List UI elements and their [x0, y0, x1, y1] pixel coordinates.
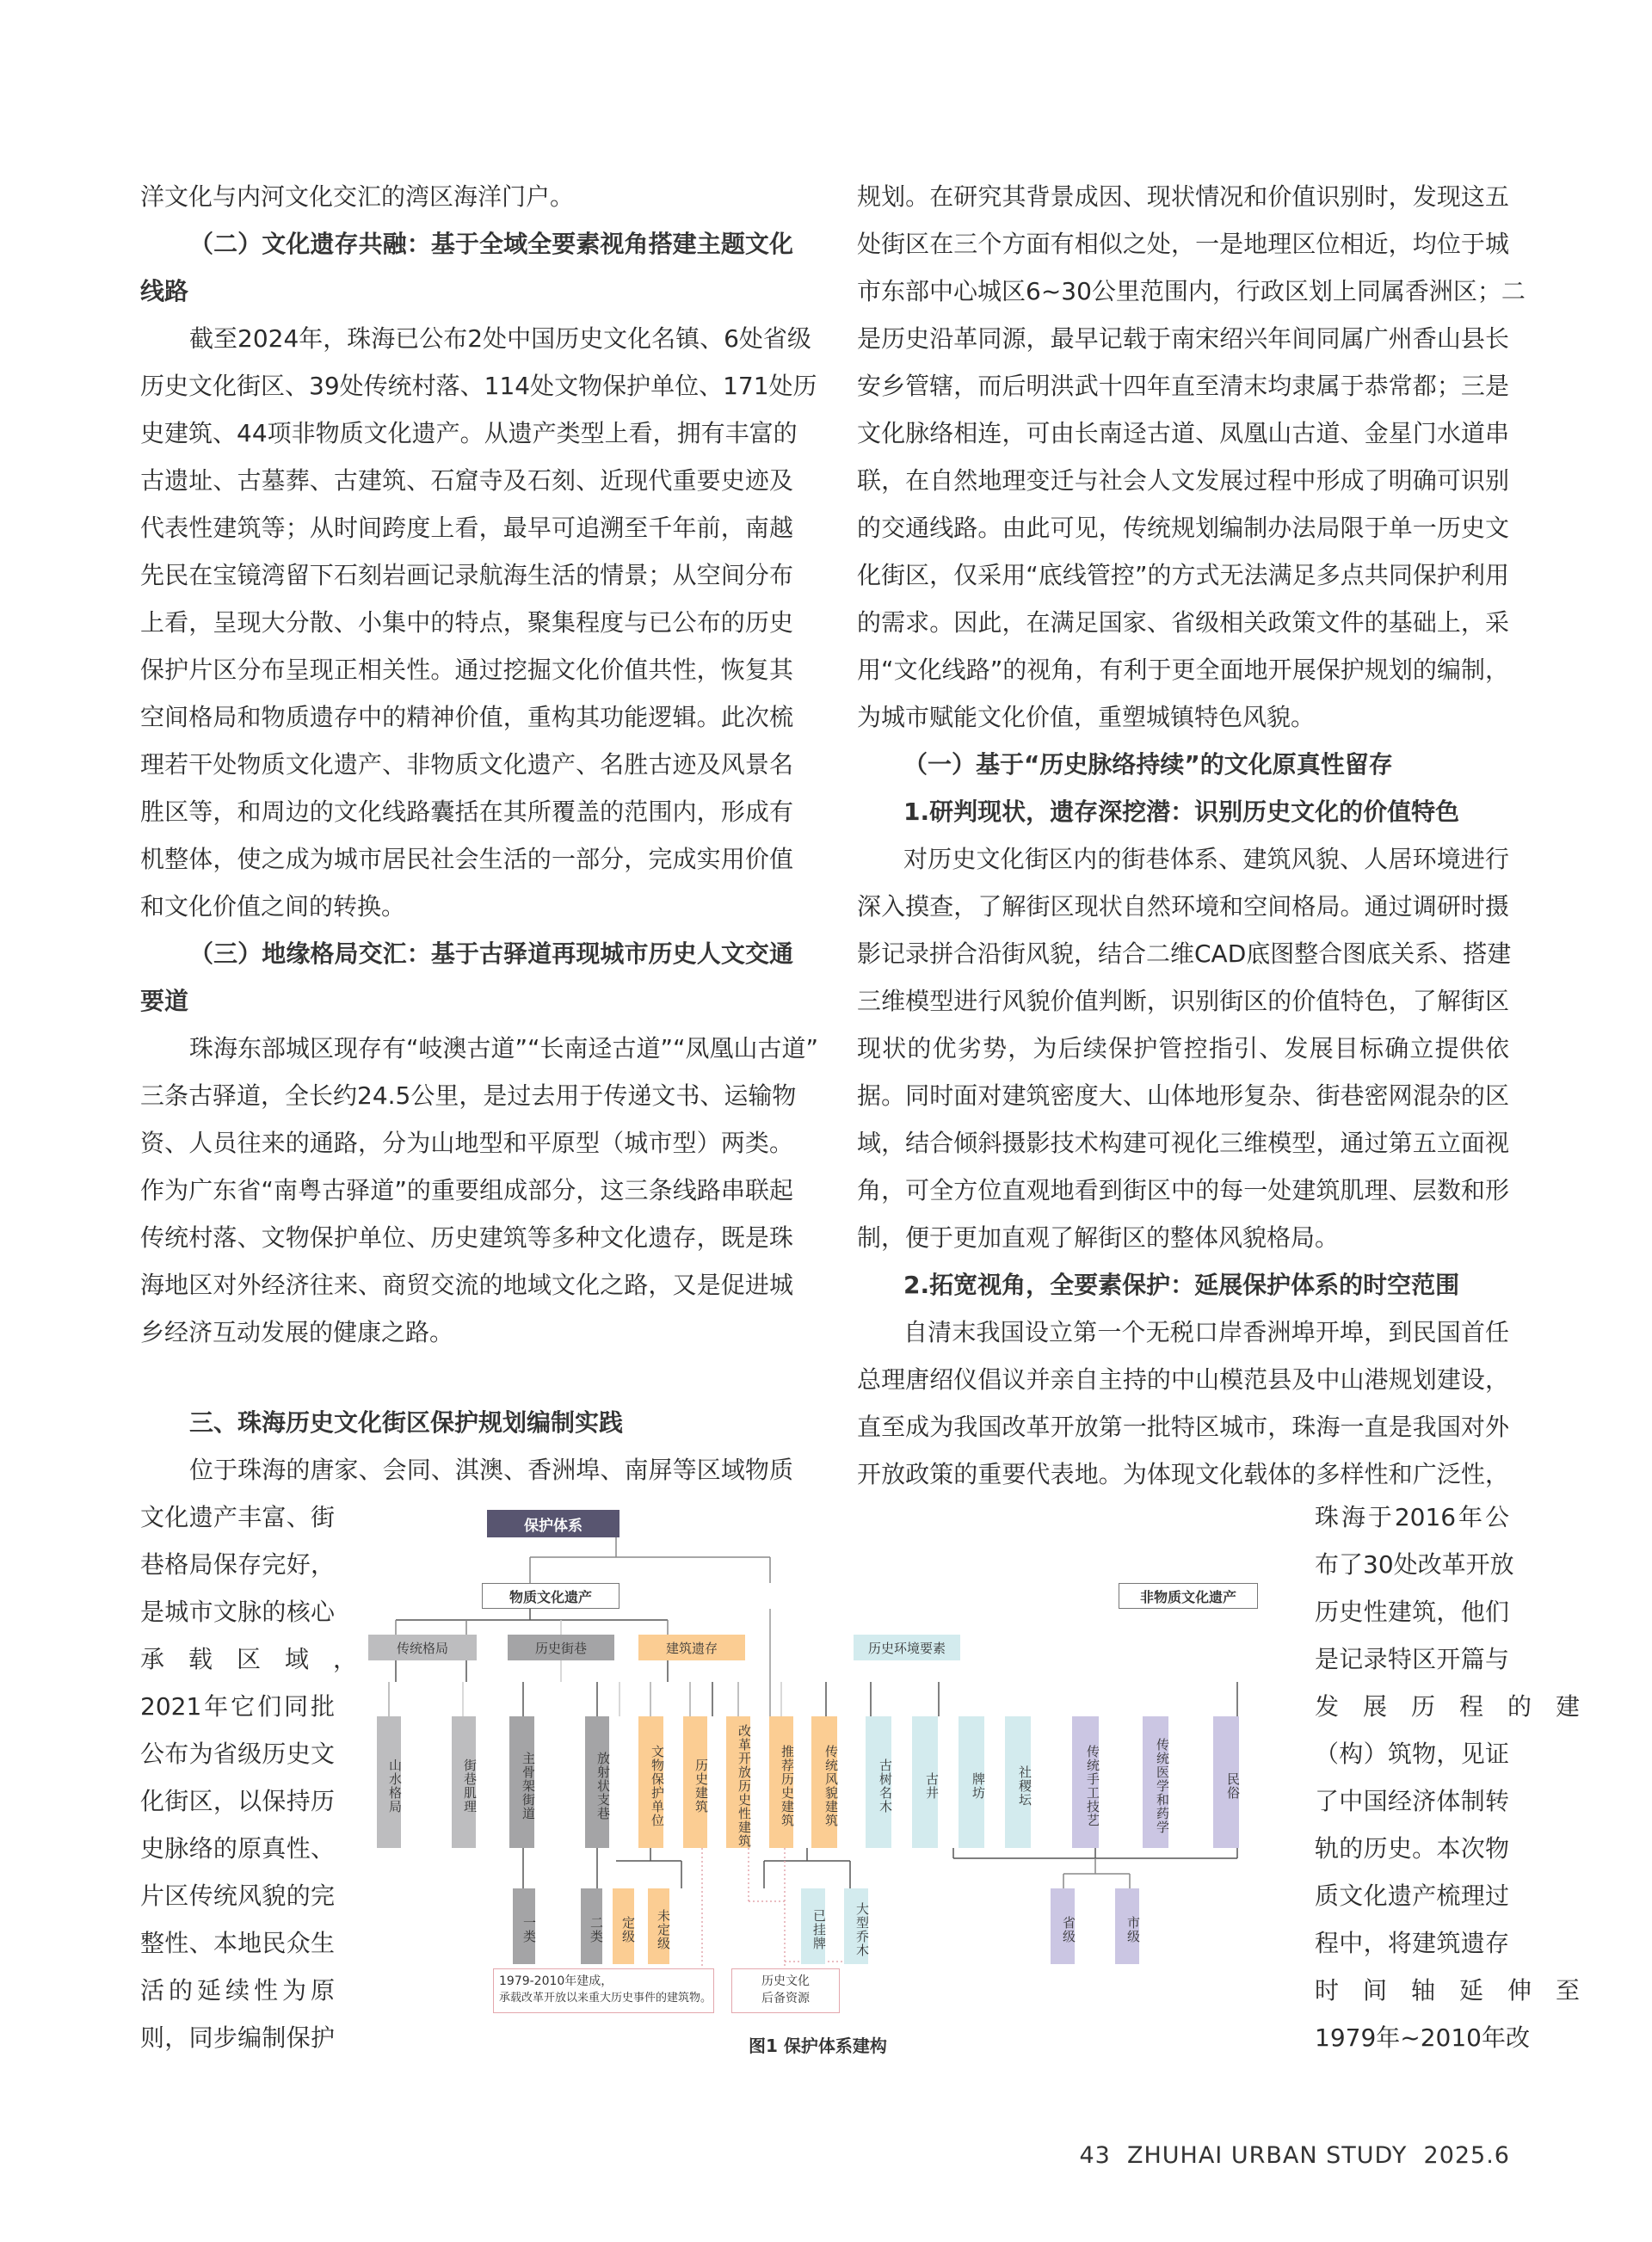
paragraph-line: 处街区在三个方面有相似之处，一是地理区位相近，均位于城	[857, 230, 1509, 258]
paragraph-line: （构）筑物，见证	[1315, 1740, 1509, 1768]
node-historic-streets: 历史街巷	[508, 1635, 614, 1660]
leaf-main-streets: 主骨架街道	[509, 1716, 534, 1848]
paragraph-line: 理若干处物质文化遗产、非物质文化遗产、名胜古迹及风景名	[140, 750, 793, 779]
paragraph-line: 先民在宝镜湾留下石刻岩画记录航海生活的情景；从空间分布	[140, 561, 793, 589]
paragraph-line: 乡经济互动发展的健康之路。	[140, 1318, 454, 1346]
sub-class-one: 一类	[513, 1888, 535, 1964]
subheading-1-1: 1.研判现状，遗存深挖潜：识别历史文化的价值特色	[903, 798, 1460, 826]
subheading-1-2: 2.拓宽视角，全要素保护：延展保护体系的时空范围	[903, 1271, 1460, 1299]
protection-system-diagram	[361, 1497, 1273, 2030]
paragraph-line: 三条古驿道，全长约24.5公里，是过去用于传递文书、运输物	[140, 1081, 797, 1110]
paragraph-line: 了中国经济体制转	[1315, 1787, 1509, 1815]
paragraph-line: 角，可全方位直观地看到街区中的每一处建筑肌理、层数和形	[857, 1176, 1509, 1204]
paragraph-line: 巷格局保存完好，	[140, 1550, 335, 1579]
paragraph-line: 截至2024年，珠海已公布2处中国历史文化名镇、6处省级	[189, 324, 811, 353]
paragraph-line: 洋文化与内河文化交汇的湾区海洋门户。	[140, 182, 575, 211]
note-line: 历史文化	[761, 1974, 810, 1988]
section-heading: 三、珠海历史文化街区保护规划编制实践	[189, 1408, 624, 1437]
paragraph-line: 珠海东部城区现存有“岐澳古道”“长南迳古道”“凤凰山古道”	[189, 1034, 819, 1062]
subheading-3-cont: 要道	[140, 987, 189, 1015]
leaf-reform-buildings: 改革开放历史性建筑	[726, 1716, 750, 1848]
sub-ungraded: 未定级	[648, 1888, 669, 1964]
paragraph-line: 珠海于2016年公	[1315, 1503, 1509, 1531]
sub-municipal: 市级	[1115, 1888, 1139, 1964]
figure-caption: 图1 保护体系建构	[749, 2036, 887, 2056]
paragraph-line: 对历史文化街区内的街巷体系、建筑风貌、人居环境进行	[903, 845, 1509, 873]
leaf-altars: 社稷坛	[1005, 1716, 1031, 1848]
paragraph-line: 保护片区分布呈现正相关性。通过挖掘文化价值共性，恢复其	[140, 656, 793, 684]
paragraph-line: 域，结合倾斜摄影技术构建可视化三维模型，通过第五立面视	[857, 1129, 1509, 1157]
paragraph-line: 活的延续性为原	[140, 1976, 335, 2005]
node-intangible-heritage: 非物质文化遗产	[1119, 1583, 1258, 1609]
sub-large-trees: 大型乔木	[844, 1888, 868, 1964]
leaf-street-texture: 街巷肌理	[452, 1716, 476, 1848]
paragraph-line: 轨的历史。本次物	[1315, 1834, 1509, 1863]
subheading-1: （一）基于“历史脉络持续”的文化原真性留存	[903, 750, 1393, 779]
note-line: 后备资源	[761, 1992, 810, 2005]
paragraph-line: 是城市文脉的核心	[140, 1598, 335, 1626]
paragraph-line: 自清末我国设立第一个无税口岸香洲埠开埠，到民国首任	[903, 1318, 1509, 1346]
paragraph-line: 片区传统风貌的完	[140, 1882, 335, 1910]
paragraph-line: 直至成为我国改革开放第一批特区城市，珠海一直是我国对外	[857, 1413, 1509, 1441]
paragraph-line: 资、人员往来的通路，分为山地型和平原型（城市型）两类。	[140, 1129, 793, 1157]
leaf-ancient-wells: 古井	[912, 1716, 938, 1848]
paragraph-line: 程中，将建筑遗存	[1315, 1929, 1509, 1957]
paragraph-line: 化街区，仅采用“底线管控”的方式无法满足多点共同保护利用	[857, 561, 1509, 589]
leaf-archways: 牌坊	[959, 1716, 984, 1848]
paragraph-line: 代表性建筑等；从时间跨度上看，最早可追溯至千年前，南越	[140, 514, 793, 542]
paragraph-line: 胜区等，和周边的文化线路囊括在其所覆盖的范围内，形成有	[140, 798, 793, 826]
paragraph-line: 用“文化线路”的视角，有利于更全面地开展保护规划的编制，	[857, 656, 1509, 684]
paragraph-line: 机整体，使之成为城市居民社会生活的一部分，完成实用价值	[140, 845, 793, 873]
note-line: 承载改革开放以来重大历史事件的建筑物。	[499, 1992, 712, 2005]
paragraph-line: 史脉络的原真性、	[140, 1834, 335, 1863]
paragraph-line: 联，在自然地理变迁与社会人文发展过程中形成了明确可识别	[857, 466, 1509, 495]
subheading-3: （三）地缘格局交汇：基于古驿道再现城市历史人文交通	[189, 939, 793, 968]
paragraph-line: 的交通线路。由此可见，传统规划编制办法局限于单一历史文	[857, 514, 1509, 542]
paragraph-line: 制，便于更加直观了解街区的整体风貌格局。	[857, 1223, 1340, 1252]
sub-listed-trees: 已挂牌	[801, 1888, 825, 1964]
paragraph-line: 布了30处改革开放	[1315, 1550, 1514, 1579]
paragraph-line: 史建筑、44项非物质文化遗产。从遗产类型上看，拥有丰富的	[140, 419, 798, 447]
paragraph-line: 上看，呈现大分散、小集中的特点，聚集程度与已公布的历史	[140, 608, 793, 637]
paragraph-line: 则，同步编制保护	[140, 2023, 335, 2052]
paragraph-line: 安乡管辖，而后明洪武十四年直至清末均隶属于恭常都；三是	[857, 372, 1509, 400]
paragraph-line: 质文化遗产梳理过	[1315, 1882, 1509, 1910]
paragraph-line: 时 间 轴 延 伸 至	[1315, 1976, 1581, 2005]
paragraph-line: 传统村落、文物保护单位、历史建筑等多种文化遗存，既是珠	[140, 1223, 793, 1252]
paragraph-line: 据。同时面对建筑密度大、山体地形复杂、街巷密网混杂的区	[857, 1081, 1509, 1110]
paragraph-line: 文化脉络相连，可由长南迳古道、凤凰山古道、金星门水道串	[857, 419, 1509, 447]
leaf-handicrafts: 传统手工技艺	[1072, 1716, 1099, 1848]
paragraph-line: 发 展 历 程 的 建	[1315, 1692, 1581, 1721]
paragraph-line: 化街区，以保持历	[140, 1787, 335, 1815]
node-root: 保护体系	[487, 1510, 620, 1537]
paragraph-line: 位于珠海的唐家、会同、淇澳、香洲埠、南屏等区域物质	[189, 1456, 793, 1484]
paragraph-line: 空间格局和物质遗存中的精神价值，重构其功能逻辑。此次梳	[140, 703, 793, 731]
paragraph-line: 古遗址、古墓葬、古建筑、石窟寺及石刻、近现代重要史迹及	[140, 466, 793, 495]
leaf-medicine: 传统医学和药学	[1143, 1716, 1168, 1848]
leaf-traditional-style-buildings: 传统风貌建筑	[811, 1716, 837, 1848]
note-reform-buildings	[493, 1968, 714, 2013]
sub-class-two: 二类	[581, 1888, 602, 1964]
leaf-relic-protection-units: 文物保护单位	[638, 1716, 663, 1848]
paragraph-line: 三维模型进行风貌价值判断，识别街区的价值特色，了解街区	[857, 987, 1509, 1015]
leaf-radial-alleys: 放射状支巷	[585, 1716, 609, 1848]
node-building-remains: 建筑遗存	[638, 1635, 745, 1660]
subheading-2-cont: 线路	[140, 277, 189, 305]
paragraph-line: 作为广东省“南粤古驿道”的重要组成部分，这三条线路串联起	[140, 1176, 793, 1204]
paragraph-line: 海地区对外经济往来、商贸交流的地域文化之路，又是促进城	[140, 1271, 793, 1299]
page-footer: 43 ZHUHAI URBAN STUDY 2025.6	[1079, 2142, 1510, 2169]
paragraph-line: 公布为省级历史文	[140, 1740, 335, 1768]
note-reserve-resources	[731, 1968, 840, 2013]
leaf-landscape-pattern: 山水格局	[377, 1716, 401, 1848]
paragraph-line: 和文化价值之间的转换。	[140, 892, 406, 921]
paragraph-line: 是记录特区开篇与	[1315, 1645, 1509, 1673]
paragraph-line: 2021年它们同批	[140, 1692, 335, 1721]
paragraph-line: 历史文化街区、39处传统村落、114处文物保护单位、171处历	[140, 372, 817, 400]
node-tangible-heritage: 物质文化遗产	[482, 1583, 620, 1609]
leaf-historic-buildings: 历史建筑	[683, 1716, 707, 1848]
subheading-2: （二）文化遗存共融：基于全域全要素视角搭建主题文化	[189, 230, 793, 258]
paragraph-line: 开放政策的重要代表地。为体现文化载体的多样性和广泛性，	[857, 1460, 1509, 1488]
paragraph-line: 历史性建筑，他们	[1315, 1598, 1509, 1626]
sub-provincial: 省级	[1051, 1888, 1075, 1964]
node-historic-environment: 历史环境要素	[854, 1635, 960, 1660]
paragraph-line: 为城市赋能文化价值，重塑城镇特色风貌。	[857, 703, 1316, 731]
leaf-folk-customs: 民俗	[1213, 1716, 1239, 1848]
paragraph-line: 文化遗产丰富、街	[140, 1503, 335, 1531]
paragraph-line: 现状的优劣势，为后续保护管控指引、发展目标确立提供依	[857, 1034, 1509, 1062]
paragraph-line: 整性、本地民众生	[140, 1929, 335, 1957]
note-line: 1979-2010年建成，	[499, 1974, 613, 1988]
paragraph-line: 总理唐绍仪倡议并亲自主持的中山模范县及中山港规划建设，	[857, 1365, 1509, 1394]
paragraph-line: 1979年~2010年改	[1315, 2023, 1530, 2052]
paragraph-line: 市东部中心城区6~30公里范围内，行政区划上同属香洲区；二	[857, 277, 1526, 305]
node-traditional-pattern: 传统格局	[368, 1635, 477, 1660]
paragraph-line: 承 载 区 域 ，	[140, 1645, 358, 1673]
sub-graded: 定级	[613, 1888, 634, 1964]
paragraph-line: 规划。在研究其背景成因、现状情况和价值识别时，发现这五	[857, 182, 1509, 211]
paragraph-line: 是历史沿革同源，最早记载于南宋绍兴年间同属广州香山县长	[857, 324, 1509, 353]
paragraph-line: 的需求。因此，在满足国家、省级相关政策文件的基础上，采	[857, 608, 1509, 637]
leaf-recommended-buildings: 推荐历史建筑	[769, 1716, 793, 1848]
leaf-ancient-trees: 古树名木	[866, 1716, 891, 1848]
paragraph-line: 深入摸查，了解街区现状自然环境和空间格局。通过调研时摄	[857, 892, 1509, 921]
paragraph-line: 影记录拼合沿街风貌，结合二维CAD底图整合图底关系、搭建	[857, 939, 1512, 968]
